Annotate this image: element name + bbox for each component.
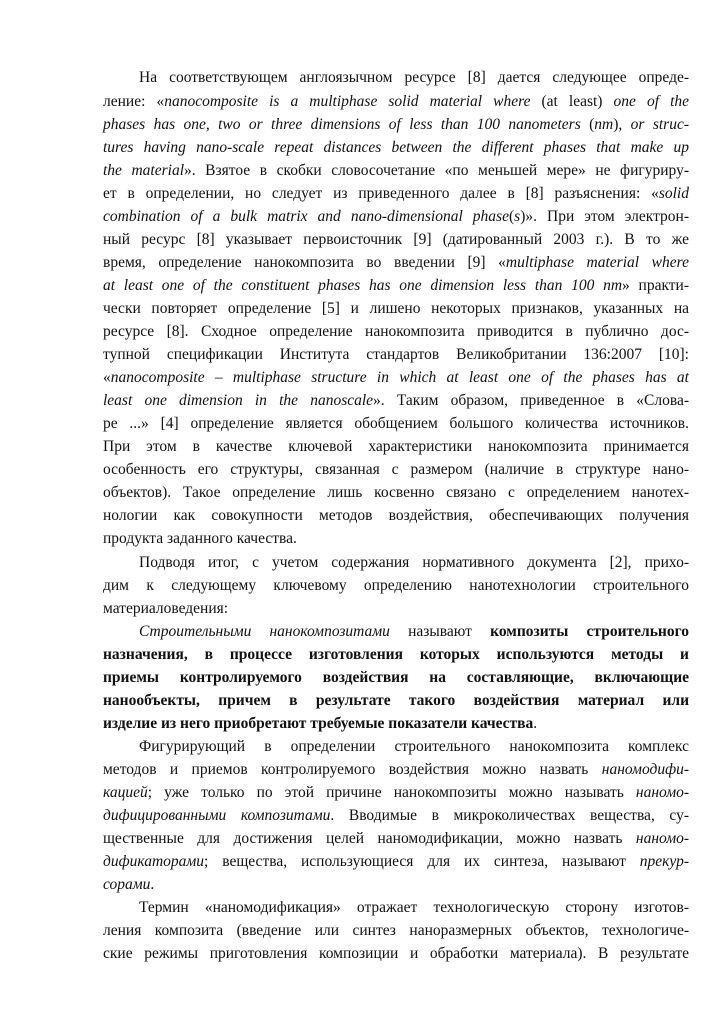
text-line: [103, 667, 689, 689]
italic-text: s: [514, 208, 521, 225]
bold-text: приемы контролируемого воздействия на составляющие, включающие: [103, 669, 689, 686]
bold-text: изделие из него приобретают требуемые показатели качества: [103, 715, 534, 732]
bold-text: нанообъекты, причем в результате такого воздействия материал или: [103, 692, 689, 709]
text-line: [139, 67, 689, 89]
text-segment: продукта заданного качества.: [103, 530, 297, 547]
italic-text: one of the: [613, 93, 690, 110]
text-segment: объектов). Такое определение лишь косвенно связано с определением нанотех-: [103, 484, 689, 501]
text-line: [103, 298, 689, 320]
text-segment: дим к следующему ключевому определению нанотехнологии строительного: [103, 577, 689, 594]
text-segment: ление: «: [103, 93, 165, 110]
text-line: [103, 160, 689, 182]
text-segment: (: [508, 208, 515, 225]
bold-text: назначения, в процессе изготовления которых используются методы и: [103, 646, 689, 663]
text-line: [103, 920, 689, 942]
italic-text: multiphase material where: [505, 254, 689, 271]
text-line: [139, 736, 689, 758]
italic-text: nanocomposite – multiphase structure in which at least one of the phases has at: [110, 369, 689, 386]
text-line: [103, 575, 689, 597]
text-segment: ; вещества, использующиеся для их синтеза, называют: [204, 853, 640, 870]
text-segment: ». Таким образом, приведенное в «Слова-: [373, 392, 689, 409]
text-segment: ления композита (введение или синтез наноразмерных объектов, технологиче-: [103, 922, 689, 939]
text-segment: (at least): [530, 93, 614, 110]
text-segment: .: [150, 876, 155, 893]
italic-text: or struc-: [630, 116, 689, 133]
text-line: [103, 413, 689, 435]
text-segment: (: [580, 116, 595, 133]
text-line: [103, 505, 689, 527]
text-line: [103, 805, 689, 827]
italic-text: solid: [658, 185, 689, 202]
text-segment: Фигурирующий в определении строительного нанокомпозита комплекс: [139, 738, 689, 755]
italic-text: кацией: [103, 784, 148, 801]
text-line: [103, 644, 689, 666]
italic-text: дифицированными композитами: [103, 807, 331, 824]
text-segment: тупной спецификации Института стандартов Великобритании 136:2007 [10]:: [103, 346, 689, 363]
text-line: [103, 598, 689, 620]
text-segment: время, определение нанокомпозита во введении [9] «: [103, 254, 506, 271]
text-segment: нологии как совокупности методов воздействия, обеспечивающих получения: [103, 507, 689, 524]
italic-text: прекур-: [639, 853, 689, 870]
text-line: [103, 321, 689, 343]
text-segment: При этом в качестве ключевой характеристики нанокомпозита принимается: [103, 438, 689, 455]
italic-text: nanocomposite is a multiphase solid material where: [164, 93, 531, 110]
text-segment: ет в определении, но следует из приведенного далее в [8] разъяснения: «: [103, 185, 659, 202]
text-segment: ». Взятое в скобки словосочетание «по меньшей мере» не фигуриру-: [184, 162, 689, 179]
text-segment: ресурсе [8]. Сходное определение нанокомпозита приводится в публично дос-: [103, 323, 689, 340]
text-segment: ; уже только по этой причине нанокомпозиты можно называть: [147, 784, 636, 801]
italic-text: наномо-: [635, 784, 689, 801]
text-line: [103, 690, 689, 712]
text-line: [103, 206, 689, 228]
bold-text: композиты строительного: [490, 623, 689, 640]
text-segment: методов и приемов контролируемого воздействия можно назвать: [103, 761, 602, 778]
text-segment: )». При этом электрон-: [520, 208, 689, 225]
text-line: [103, 367, 689, 389]
text-line: [103, 828, 689, 850]
text-segment: ный ресурс [8] указывает первоисточник [9] (датированный 2003 г.). В то же: [103, 231, 689, 248]
italic-text: the material: [103, 162, 185, 179]
text-line: [103, 275, 689, 297]
italic-text: nm: [594, 116, 614, 133]
italic-text: наномо-: [635, 830, 689, 847]
text-line: [139, 621, 689, 643]
text-line: [103, 851, 689, 873]
text-segment: ),: [613, 116, 631, 133]
italic-text: combination of a bulk matrix and nano-dimensional phase: [103, 208, 509, 225]
text-line: [103, 229, 689, 251]
text-segment: щественные для достижения целей наномодификации, можно назвать: [103, 830, 636, 847]
text-line: [103, 344, 689, 366]
italic-text: tures having nano-scale repeat distances between the different phases that make up: [103, 139, 689, 156]
text-segment: Подводя итог, с учетом содержания нормативного документа [2], прихо-: [139, 554, 689, 571]
italic-text: сорами: [103, 876, 151, 893]
text-line: [103, 459, 689, 481]
text-line: [103, 759, 689, 781]
text-line: [103, 528, 689, 550]
text-line: [103, 390, 689, 412]
text-segment: особенность его структуры, связанная с размером (наличие в структуре нано-: [103, 461, 689, 478]
text-line: [103, 782, 689, 804]
text-segment: . Вводимые в микроколичествах вещества, су-: [330, 807, 689, 824]
text-segment: материаловедения:: [103, 600, 229, 617]
text-segment: На соответствующем англоязычном ресурсе [8] дается следующее опреде-: [139, 69, 689, 86]
italic-text: at least one of the constituent phases has one dimension less than 100 nm: [103, 277, 623, 294]
text-line: [103, 713, 689, 735]
text-segment: Термин «наномодификация» отражает технологическую сторону изготов-: [139, 899, 689, 916]
text-segment: .: [533, 715, 538, 732]
text-segment: ре ...» [4] определение является обобщением большого количества источников.: [103, 415, 689, 432]
text-line: [139, 552, 689, 574]
italic-text: дификаторами: [103, 853, 205, 870]
italic-text: наномодифи-: [601, 761, 689, 778]
text-line: [103, 137, 689, 159]
text-line: [103, 91, 689, 113]
text-line: [103, 943, 689, 965]
text-segment: «: [103, 369, 111, 386]
text-line: [103, 183, 689, 205]
text-line: [139, 897, 689, 919]
text-line: [103, 874, 689, 896]
text-segment: называют: [389, 623, 491, 640]
text-segment: ские режимы приготовления композиции и обработки материала). В результате: [103, 945, 689, 962]
text-segment: » практи-: [622, 277, 690, 294]
italic-text: Строительными нанокомпозитами: [139, 623, 390, 640]
italic-text: least one dimension in the nanoscale: [103, 392, 374, 409]
text-segment: чески повторяет определение [5] и лишено некоторых признаков, указанных на: [103, 300, 689, 317]
text-line: [103, 482, 689, 504]
italic-text: phases has one, two or three dimensions of less than 100 nanometers: [103, 116, 581, 133]
text-line: [103, 436, 689, 458]
text-line: [103, 252, 689, 274]
text-line: [103, 114, 689, 136]
